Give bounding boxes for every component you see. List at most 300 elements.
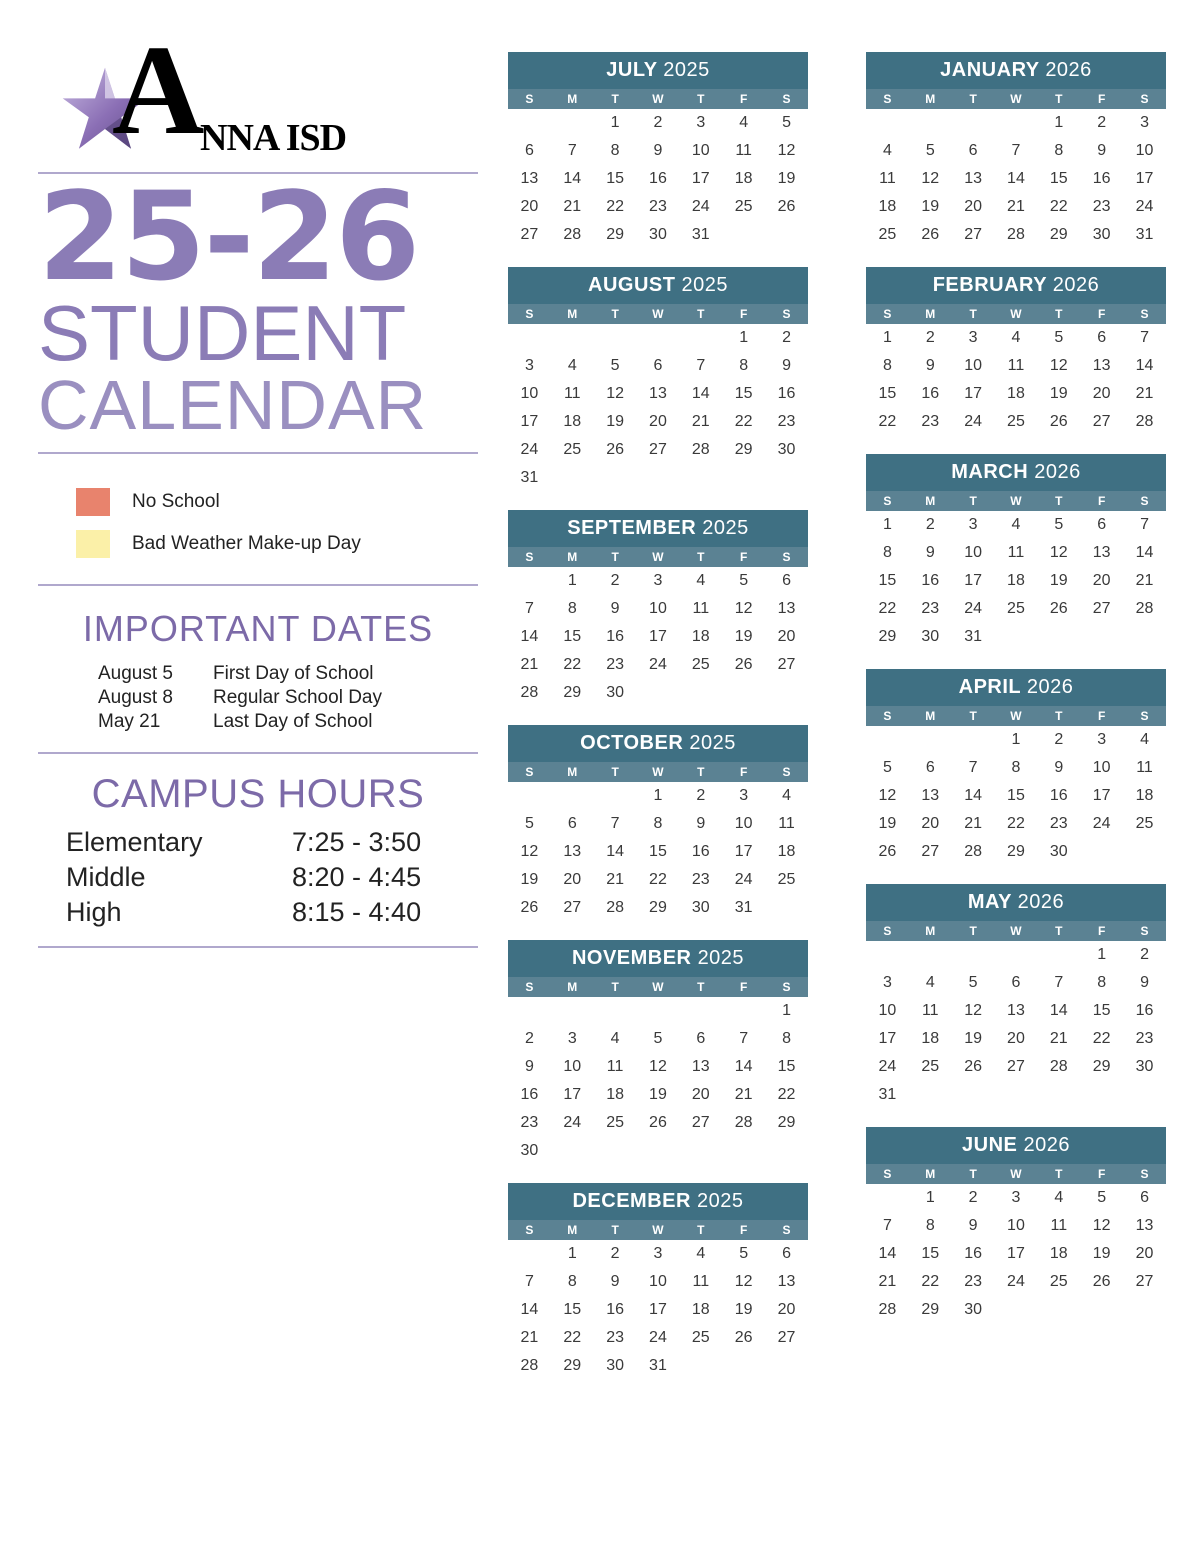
week-row: [508, 1352, 808, 1380]
day-cell-20: 20: [1123, 1240, 1166, 1268]
day-cell-13: 13: [551, 838, 594, 866]
weekday-header-3: W: [637, 547, 680, 567]
day-cell-23: 23: [679, 866, 722, 894]
day-cell-3: 3: [952, 511, 995, 539]
day-cell-27: 27: [637, 436, 680, 464]
month-august-2025: [508, 267, 808, 492]
day-cell-25: 25: [909, 1053, 952, 1081]
day-cell-25: 25: [679, 1324, 722, 1352]
day-cell-18: 18: [1123, 782, 1166, 810]
day-cell-22: 22: [1080, 1025, 1123, 1053]
day-cell-26: 26: [909, 221, 952, 249]
day-cell-13: 13: [679, 1053, 722, 1081]
week-row: [508, 352, 808, 380]
day-cell-11: 11: [551, 380, 594, 408]
day-cell-28: 28: [866, 1296, 909, 1324]
divider-legend: [38, 584, 478, 586]
day-cell-3: 3: [551, 1025, 594, 1053]
month-grid: [508, 1220, 808, 1380]
weekday-header-5: F: [722, 1220, 765, 1240]
day-cell-5: 5: [722, 1240, 765, 1268]
day-cell-15: 15: [551, 623, 594, 651]
day-cell-19: 19: [909, 193, 952, 221]
month-title: [866, 1127, 1166, 1164]
week-row: [508, 408, 808, 436]
day-cell-18: 18: [679, 1296, 722, 1324]
campus-level-1: Middle: [66, 861, 146, 892]
week-row: [508, 782, 808, 810]
day-cell-12: 12: [722, 1268, 765, 1296]
campus-time-1: 8:20 - 4:45: [292, 861, 422, 892]
week-row: [866, 137, 1166, 165]
weekday-header-0: S: [866, 1164, 909, 1184]
day-cell-empty: [765, 1137, 808, 1165]
weekday-header-0: S: [508, 1220, 551, 1240]
week-row: [508, 109, 808, 137]
weekday-header-4: T: [1037, 706, 1080, 726]
month-year: 2026: [1023, 1134, 1070, 1156]
weekday-header-3: W: [995, 921, 1038, 941]
day-cell-12: 12: [722, 595, 765, 623]
day-cell-9: 9: [594, 1268, 637, 1296]
week-row: [508, 1296, 808, 1324]
weekday-header-4: T: [679, 304, 722, 324]
day-cell-18: 18: [1037, 1240, 1080, 1268]
day-cell-2: 2: [1123, 941, 1166, 969]
day-cell-31: 31: [1123, 221, 1166, 249]
legend-swatch-no-school: [76, 488, 110, 516]
info-panel: [38, 18, 478, 948]
day-cell-22: 22: [995, 810, 1038, 838]
day-cell-30: 30: [765, 436, 808, 464]
important-date-0: August 5: [98, 662, 173, 684]
day-cell-26: 26: [722, 651, 765, 679]
day-cell-6: 6: [551, 810, 594, 838]
week-row: [508, 866, 808, 894]
day-cell-empty: [765, 1352, 808, 1380]
week-row: [866, 1081, 1166, 1109]
day-cell-4: 4: [722, 109, 765, 137]
day-cell-empty: [952, 941, 995, 969]
day-cell-empty: [909, 1081, 952, 1109]
weekday-header-row: [508, 89, 808, 109]
day-cell-26: 26: [765, 193, 808, 221]
day-cell-11: 11: [995, 352, 1038, 380]
day-cell-empty: [1080, 1296, 1123, 1324]
day-cell-21: 21: [1123, 567, 1166, 595]
day-cell-3: 3: [1080, 726, 1123, 754]
day-cell-4: 4: [1123, 726, 1166, 754]
weekday-header-6: S: [765, 762, 808, 782]
day-cell-empty: [909, 109, 952, 137]
week-row: [866, 1212, 1166, 1240]
day-cell-empty: [551, 782, 594, 810]
day-cell-1: 1: [594, 109, 637, 137]
weekday-header-1: M: [909, 89, 952, 109]
day-cell-23: 23: [637, 193, 680, 221]
day-cell-23: 23: [594, 651, 637, 679]
week-row: [508, 436, 808, 464]
month-grid: [866, 921, 1166, 1109]
day-cell-20: 20: [508, 193, 551, 221]
month-name: JULY: [606, 59, 664, 81]
day-cell-6: 6: [909, 754, 952, 782]
day-cell-empty: [508, 567, 551, 595]
month-year: 2026: [1017, 891, 1065, 913]
day-cell-26: 26: [1037, 408, 1080, 436]
day-cell-16: 16: [594, 1296, 637, 1324]
week-row: [508, 838, 808, 866]
weekday-header-1: M: [909, 1164, 952, 1184]
weekday-header-1: M: [551, 1220, 594, 1240]
day-cell-2: 2: [765, 324, 808, 352]
day-cell-31: 31: [952, 623, 995, 651]
day-cell-25: 25: [594, 1109, 637, 1137]
day-cell-29: 29: [551, 1352, 594, 1380]
week-row: [866, 1184, 1166, 1212]
weekday-header-1: M: [551, 762, 594, 782]
day-cell-30: 30: [508, 1137, 551, 1165]
month-name: FEBRUARY: [932, 274, 1053, 296]
weekday-header-2: T: [952, 1164, 995, 1184]
day-cell-7: 7: [1037, 969, 1080, 997]
important-date-1: August 8: [98, 686, 173, 708]
day-cell-13: 13: [765, 595, 808, 623]
week-row: [508, 1324, 808, 1352]
week-row: [508, 464, 808, 492]
month-name: DECEMBER: [572, 1190, 697, 1212]
month-title: [866, 669, 1166, 706]
day-cell-20: 20: [1080, 567, 1123, 595]
day-cell-16: 16: [679, 838, 722, 866]
day-cell-25: 25: [1037, 1268, 1080, 1296]
weekday-header-1: M: [551, 304, 594, 324]
day-cell-17: 17: [952, 567, 995, 595]
day-cell-empty: [508, 1240, 551, 1268]
day-cell-6: 6: [765, 1240, 808, 1268]
day-cell-15: 15: [1080, 997, 1123, 1025]
month-december-2025: [508, 1183, 808, 1380]
day-cell-20: 20: [679, 1081, 722, 1109]
day-cell-13: 13: [1080, 352, 1123, 380]
weekday-header-6: S: [1123, 304, 1166, 324]
day-cell-19: 19: [508, 866, 551, 894]
day-cell-14: 14: [551, 165, 594, 193]
day-cell-11: 11: [722, 137, 765, 165]
important-dates-table: [38, 662, 478, 734]
month-year: 2025: [663, 59, 710, 81]
day-cell-25: 25: [679, 651, 722, 679]
week-row: [508, 1137, 808, 1165]
weekday-header-0: S: [508, 977, 551, 997]
day-cell-empty: [679, 1352, 722, 1380]
day-cell-empty: [866, 109, 909, 137]
day-cell-7: 7: [1123, 511, 1166, 539]
week-row: [866, 1268, 1166, 1296]
day-cell-29: 29: [594, 221, 637, 249]
weekday-header-2: T: [952, 706, 995, 726]
day-cell-28: 28: [952, 838, 995, 866]
day-cell-18: 18: [995, 380, 1038, 408]
week-row: [508, 1240, 808, 1268]
day-cell-17: 17: [508, 408, 551, 436]
day-cell-15: 15: [594, 165, 637, 193]
campus-level-2: High: [66, 896, 122, 927]
day-cell-14: 14: [995, 165, 1038, 193]
weekday-header-4: T: [679, 547, 722, 567]
day-cell-18: 18: [765, 838, 808, 866]
day-cell-19: 19: [637, 1081, 680, 1109]
important-dates-heading: IMPORTANT DATES: [82, 607, 434, 649]
day-cell-1: 1: [866, 324, 909, 352]
day-cell-9: 9: [1037, 754, 1080, 782]
day-cell-30: 30: [679, 894, 722, 922]
weekday-header-2: T: [952, 304, 995, 324]
day-cell-30: 30: [909, 623, 952, 651]
day-cell-3: 3: [637, 567, 680, 595]
week-row: [508, 997, 808, 1025]
weekday-header-3: W: [637, 762, 680, 782]
day-cell-24: 24: [722, 866, 765, 894]
month-year: 2026: [1045, 59, 1092, 81]
day-cell-28: 28: [1037, 1053, 1080, 1081]
weekday-header-5: F: [1080, 921, 1123, 941]
important-desc-0: First Day of School: [213, 662, 374, 684]
day-cell-24: 24: [637, 1324, 680, 1352]
weekday-header-3: W: [637, 977, 680, 997]
day-cell-11: 11: [765, 810, 808, 838]
day-cell-23: 23: [909, 408, 952, 436]
weekday-header-2: T: [594, 89, 637, 109]
day-cell-empty: [722, 1352, 765, 1380]
weekday-header-2: T: [594, 1220, 637, 1240]
day-cell-8: 8: [637, 810, 680, 838]
weekday-header-5: F: [1080, 89, 1123, 109]
day-cell-18: 18: [679, 623, 722, 651]
day-cell-29: 29: [1037, 221, 1080, 249]
day-cell-14: 14: [679, 380, 722, 408]
day-cell-1: 1: [866, 511, 909, 539]
calendar-column-right: [866, 52, 1166, 1324]
weekday-header-0: S: [508, 762, 551, 782]
month-name: JANUARY: [940, 59, 1046, 81]
day-cell-3: 3: [722, 782, 765, 810]
day-cell-24: 24: [1123, 193, 1166, 221]
weekday-header-row: [508, 304, 808, 324]
month-title: [508, 940, 808, 977]
day-cell-25: 25: [765, 866, 808, 894]
day-cell-23: 23: [1123, 1025, 1166, 1053]
day-cell-10: 10: [1080, 754, 1123, 782]
day-cell-7: 7: [952, 754, 995, 782]
day-cell-31: 31: [866, 1081, 909, 1109]
day-cell-empty: [952, 1081, 995, 1109]
day-cell-23: 23: [909, 595, 952, 623]
legend-item-makeup: [76, 530, 478, 558]
day-cell-27: 27: [1080, 408, 1123, 436]
day-cell-26: 26: [637, 1109, 680, 1137]
day-cell-26: 26: [1080, 1268, 1123, 1296]
day-cell-2: 2: [1080, 109, 1123, 137]
week-row: [508, 1268, 808, 1296]
day-cell-22: 22: [594, 193, 637, 221]
month-year: 2025: [697, 947, 745, 969]
day-cell-8: 8: [866, 539, 909, 567]
day-cell-2: 2: [508, 1025, 551, 1053]
weekday-header-3: W: [637, 89, 680, 109]
table-row: [38, 825, 478, 860]
day-cell-3: 3: [995, 1184, 1038, 1212]
day-cell-7: 7: [1123, 324, 1166, 352]
page-title-years: 25-26: [38, 166, 419, 308]
month-title: [508, 1183, 808, 1220]
day-cell-28: 28: [995, 221, 1038, 249]
day-cell-27: 27: [765, 651, 808, 679]
day-cell-20: 20: [765, 1296, 808, 1324]
day-cell-13: 13: [765, 1268, 808, 1296]
weekday-header-2: T: [952, 921, 995, 941]
day-cell-19: 19: [1037, 380, 1080, 408]
day-cell-21: 21: [995, 193, 1038, 221]
day-cell-17: 17: [551, 1081, 594, 1109]
day-cell-10: 10: [722, 810, 765, 838]
day-cell-28: 28: [551, 221, 594, 249]
weekday-header-2: T: [594, 304, 637, 324]
day-cell-7: 7: [679, 352, 722, 380]
day-cell-20: 20: [765, 623, 808, 651]
month-july-2025: [508, 52, 808, 249]
important-date-2: May 21: [98, 710, 161, 732]
day-cell-26: 26: [722, 1324, 765, 1352]
day-cell-19: 19: [866, 810, 909, 838]
day-cell-19: 19: [952, 1025, 995, 1053]
weekday-header-3: W: [995, 491, 1038, 511]
day-cell-24: 24: [679, 193, 722, 221]
divider-title: [38, 452, 478, 454]
weekday-header-4: T: [679, 89, 722, 109]
day-cell-29: 29: [722, 436, 765, 464]
weekday-header-1: M: [551, 977, 594, 997]
weekday-header-1: M: [551, 89, 594, 109]
day-cell-1: 1: [722, 324, 765, 352]
day-cell-16: 16: [508, 1081, 551, 1109]
weekday-header-row: [866, 706, 1166, 726]
day-cell-17: 17: [679, 165, 722, 193]
month-name: MARCH: [951, 461, 1035, 483]
day-cell-17: 17: [637, 1296, 680, 1324]
day-cell-11: 11: [594, 1053, 637, 1081]
month-grid: [866, 304, 1166, 436]
day-cell-empty: [594, 782, 637, 810]
month-october-2025: [508, 725, 808, 922]
month-grid: [508, 89, 808, 249]
campus-time-2: 8:15 - 4:40: [292, 896, 422, 927]
week-row: [866, 1240, 1166, 1268]
day-cell-3: 3: [679, 109, 722, 137]
weekday-header-6: S: [1123, 921, 1166, 941]
day-cell-empty: [1037, 1296, 1080, 1324]
month-november-2025: [508, 940, 808, 1165]
day-cell-15: 15: [722, 380, 765, 408]
day-cell-4: 4: [909, 969, 952, 997]
day-cell-empty: [1037, 1081, 1080, 1109]
day-cell-empty: [909, 726, 952, 754]
day-cell-14: 14: [1123, 352, 1166, 380]
day-cell-empty: [594, 997, 637, 1025]
day-cell-4: 4: [551, 352, 594, 380]
week-row: [508, 567, 808, 595]
day-cell-6: 6: [508, 137, 551, 165]
day-cell-26: 26: [1037, 595, 1080, 623]
day-cell-empty: [765, 464, 808, 492]
day-cell-empty: [866, 941, 909, 969]
day-cell-empty: [765, 221, 808, 249]
day-cell-10: 10: [1123, 137, 1166, 165]
day-cell-22: 22: [637, 866, 680, 894]
weekday-header-4: T: [679, 1220, 722, 1240]
weekday-header-0: S: [866, 304, 909, 324]
day-cell-7: 7: [866, 1212, 909, 1240]
day-cell-27: 27: [508, 221, 551, 249]
day-cell-8: 8: [909, 1212, 952, 1240]
day-cell-30: 30: [952, 1296, 995, 1324]
day-cell-6: 6: [637, 352, 680, 380]
day-cell-8: 8: [551, 595, 594, 623]
weekday-header-4: T: [1037, 304, 1080, 324]
day-cell-11: 11: [1123, 754, 1166, 782]
day-cell-empty: [722, 221, 765, 249]
weekday-header-6: S: [765, 304, 808, 324]
day-cell-24: 24: [952, 595, 995, 623]
day-cell-empty: [765, 679, 808, 707]
day-cell-8: 8: [551, 1268, 594, 1296]
day-cell-29: 29: [765, 1109, 808, 1137]
day-cell-1: 1: [551, 567, 594, 595]
day-cell-20: 20: [995, 1025, 1038, 1053]
day-cell-empty: [551, 109, 594, 137]
day-cell-2: 2: [909, 324, 952, 352]
day-cell-9: 9: [765, 352, 808, 380]
day-cell-empty: [1037, 623, 1080, 651]
day-cell-8: 8: [866, 352, 909, 380]
day-cell-28: 28: [722, 1109, 765, 1137]
day-cell-27: 27: [551, 894, 594, 922]
day-cell-19: 19: [722, 623, 765, 651]
month-march-2026: [866, 454, 1166, 651]
week-row: [508, 894, 808, 922]
month-title: [508, 510, 808, 547]
month-year: 2025: [681, 274, 728, 296]
day-cell-25: 25: [995, 595, 1038, 623]
weekday-header-6: S: [765, 89, 808, 109]
day-cell-22: 22: [722, 408, 765, 436]
day-cell-9: 9: [637, 137, 680, 165]
month-may-2026: [866, 884, 1166, 1109]
day-cell-22: 22: [866, 595, 909, 623]
day-cell-9: 9: [1123, 969, 1166, 997]
month-april-2026: [866, 669, 1166, 866]
day-cell-26: 26: [866, 838, 909, 866]
day-cell-empty: [765, 894, 808, 922]
day-cell-17: 17: [952, 380, 995, 408]
day-cell-empty: [679, 1137, 722, 1165]
legend-label-no-school: No School: [132, 490, 220, 512]
day-cell-21: 21: [1123, 380, 1166, 408]
day-cell-22: 22: [765, 1081, 808, 1109]
day-cell-21: 21: [679, 408, 722, 436]
day-cell-3: 3: [508, 352, 551, 380]
weekday-header-6: S: [1123, 491, 1166, 511]
